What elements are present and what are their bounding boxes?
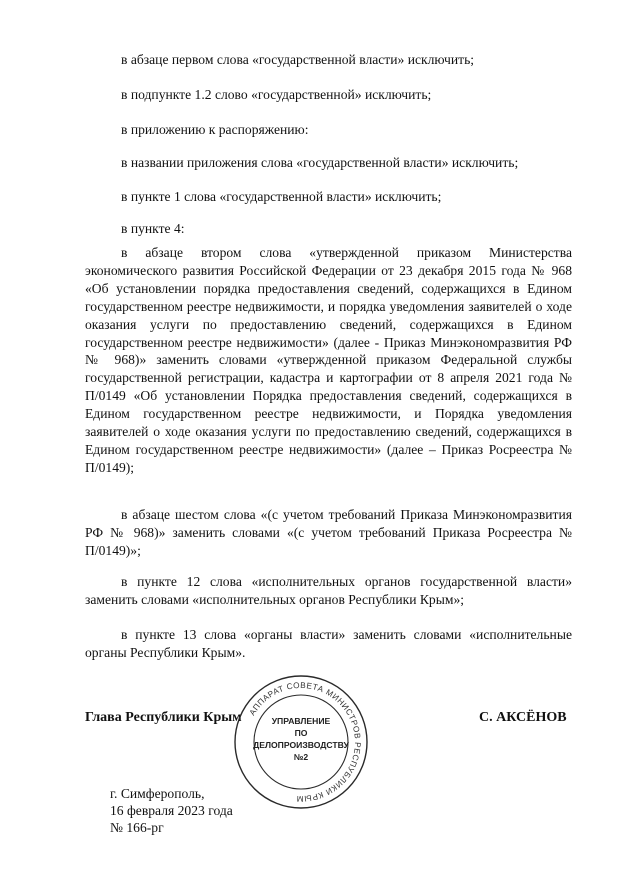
official-stamp: [231, 672, 371, 812]
footer-number: № 166-рг: [110, 820, 164, 835]
text-line: в пункте 4:: [121, 221, 185, 236]
stamp-ring-textpath: АППАРАТ СОВЕТА МИНИСТРОВ РЕСПУБЛИКИ КРЫМ: [247, 680, 363, 804]
signatory-position: Глава Республики Крым: [85, 710, 242, 725]
text-line: в пункте 1 слова «государственной власти» исключить;: [121, 189, 442, 204]
text-line: в абзаце первом слова «государственной власти» исключить;: [121, 52, 475, 67]
text-line: в приложению к распоряжению:: [121, 122, 309, 137]
signatory-name: С. АКСЁНОВ: [479, 710, 567, 725]
paragraph: в абзаце втором слова «утвержденной приказом Министерства экономического развития Российской Федерации от 23 декабря 2015 года № 968 «Об установлении порядка предоставления сведений, содержащихся в Едином государственном реестре недвижимости, и порядка уведомления заявителей о ходе оказания услуги по предоставлению сведений, содержащихся в Едином государственном реестре недвижимости» (далее - Приказ Минэкономразвития РФ № 968)» заменить словами «утвержденной приказом Федеральной службы государственной регистрации, кадастра и картографии от 8 апреля 2021 года № П/0149 «Об установлении Порядка предоставления сведений, содержащихся в Едином государственном реестре недвижимости, и Порядка уведомления заявителей о ходе оказания услуги по предоставлению сведений, содержащихся в Едином государственном реестре недвижимости» (далее – Приказ Росреестра № П/0149);: [85, 245, 572, 475]
paragraph: в пункте 13 слова «органы власти» заменить словами «исполнительные органы Республики Крым».: [85, 627, 572, 660]
paragraph: в пункте 12 слова «исполнительных органов государственной власти» заменить словами «исполнительных органов Республики Крым»;: [85, 574, 572, 607]
stamp-center-line: УПРАВЛЕНИЕ: [271, 716, 331, 726]
stamp-center-line: ДЕЛОПРОИЗВОДСТВУ: [253, 740, 349, 750]
text-line: в названии приложения слова «государственной власти» исключить;: [121, 155, 519, 170]
footer-city: г. Симферополь,: [110, 786, 205, 801]
stamp-center-line: №2: [293, 752, 309, 762]
text-line: в подпункте 1.2 слово «государственной» исключить;: [121, 87, 432, 102]
footer-date: 16 февраля 2023 года: [110, 803, 233, 818]
stamp-center-line: ПО: [294, 728, 308, 738]
paragraph: в абзаце шестом слова «(с учетом требований Приказа Минэкономразвития РФ № 968)» заменить словами «(с учетом требований Приказа Росреестра № П/0149)»;: [85, 507, 572, 558]
